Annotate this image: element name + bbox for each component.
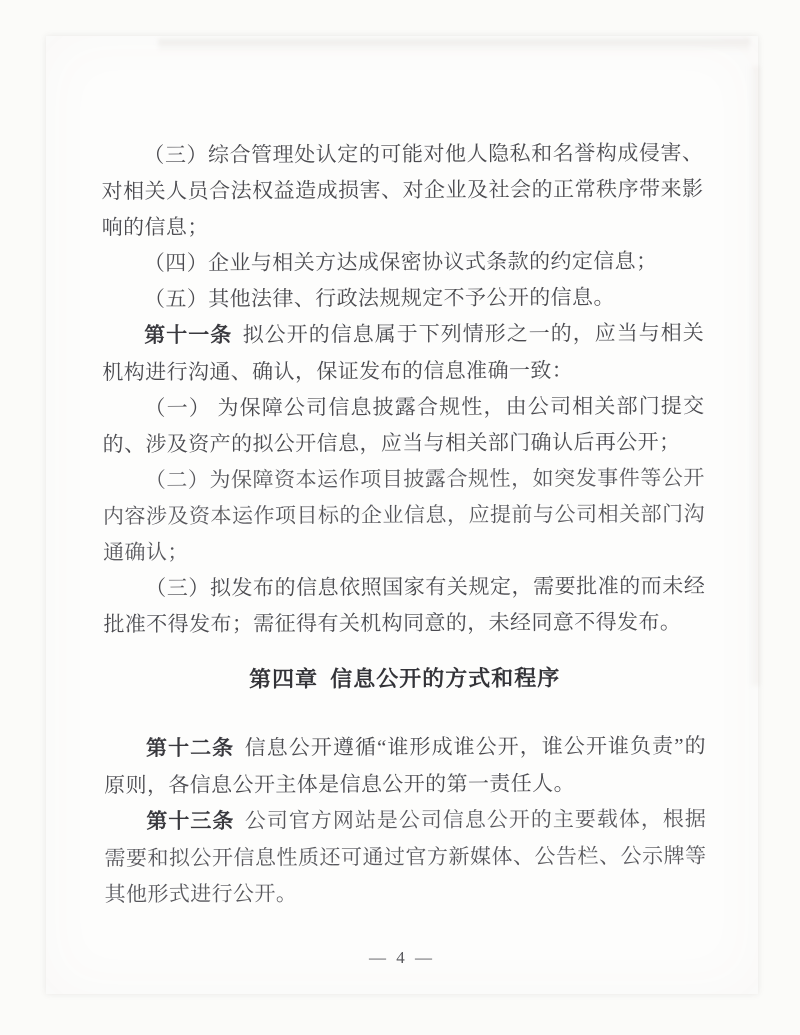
clause-item-3: （三）综合管理处认定的可能对他人隐私和名誉构成侵害、对相关人员合法权益造成损害、对企业及社会的正常秩序带来影响的信息； [101,140,704,240]
chapter-4-heading [104,663,706,696]
chapter-4-number: 第四章 [249,666,319,692]
page-number: — 4 — [369,948,435,967]
article-11-text: 拟公开的信息属于下列情形之一的，应当与相关机构进行沟通、确认，保证发布的信息准确一致： [102,320,705,385]
article-13-text: 公司官方网站是公司信息公开的主要载体，根据需要和拟公开信息性质还可通过官方新媒体、公告栏、公示牌等其他形式进行公开。 [104,806,707,907]
chapter-4-title: 信息公开的方式和程序 [330,665,561,692]
article-12-text: 信息公开遵循“谁形成谁公开，谁公开谁负责”的原则，各信息公开主体是信息公开的第一责任人。 [104,733,707,798]
scanned-document-sheet [46,36,758,994]
article-11-subitem-1: （一） 为保障公司信息披露合规性，由公司相关部门提交的、涉及资产的拟公开信息，应当与相关部门确认后再公开； [102,393,705,457]
clause-item-5: （五）其他法律、行政法规规定不予公开的信息。 [143,285,615,312]
article-13-number: 第十三条 [146,809,235,834]
article-12-number: 第十二条 [145,736,235,761]
article-12-paragraph [104,728,706,804]
article-11-paragraph [102,315,704,391]
article-11-subitem-2: （二）为保障资本运作项目披露合规性，如突发事件等公开内容涉及资本运作项目标的企业信息，应提前与公司相关部门沟通确认； [102,465,706,565]
article-11-subitem-3: （三）拟发布的信息依照国家有关规定，需要批准的而未经批准不得发布；需征得有关机构同意的，未经同意不得发布。 [103,573,706,637]
article-13-paragraph [104,801,706,913]
article-11-number: 第十一条 [144,323,233,348]
clause-item-4: （四）企业与相关方达成保密协议式条款的约定信息； [143,248,658,276]
document-content [101,135,706,913]
